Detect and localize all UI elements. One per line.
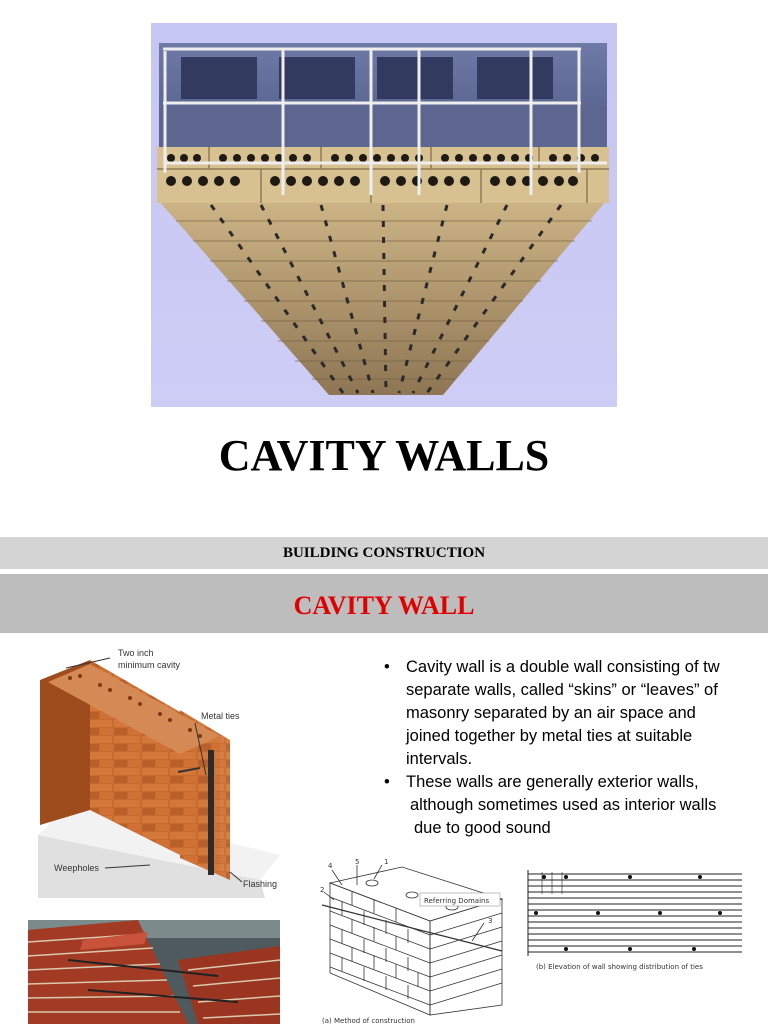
- bullet-list: [384, 656, 768, 840]
- cavity-wall-photo: [28, 920, 280, 1024]
- fig-label-4: 4: [328, 862, 333, 870]
- cavity-wall-render-image: [151, 23, 617, 407]
- bullet-1-line-1: Cavity wall is a double wall consisting of tw: [406, 658, 720, 676]
- bullet-1-line-5: intervals.: [406, 750, 473, 768]
- bullet-2-line-2: although sometimes used as interior walls: [410, 796, 717, 814]
- bullet-dot: •: [384, 658, 390, 676]
- callout-referring-domains: Referring Domains: [424, 897, 490, 905]
- bullet-item-1: [384, 656, 768, 771]
- fig-label-5: 5: [355, 858, 360, 866]
- label-cavity-line2: minimum cavity: [118, 660, 181, 670]
- label-weepholes: Weepholes: [54, 863, 99, 873]
- elevation-figure: [522, 866, 744, 974]
- course-subheader: BUILDING CONSTRUCTION: [0, 537, 768, 569]
- bullet-1-line-4: joined together by metal ties at suitable: [406, 727, 693, 745]
- bullet-1-line-2: separate walls, called “skins” or “leaves” of: [406, 681, 718, 699]
- section-title: CAVITY WALL: [0, 574, 768, 633]
- bullet-item-2: [384, 771, 768, 840]
- fig-label-2: 2: [320, 886, 325, 894]
- label-flashing: Flashing: [243, 879, 278, 889]
- bullet-1-line-3: masonry separated by an air space and: [406, 704, 696, 722]
- cavity-wall-diagram: [30, 640, 285, 900]
- slide-title: CAVITY WALLS: [218, 431, 550, 480]
- elevation-caption: (b) Elevation of wall showing distribution of ties: [536, 963, 703, 971]
- bullet-2-line-1: These walls are generally exterior walls,: [406, 773, 699, 791]
- fig-label-1: 1: [384, 858, 389, 866]
- construction-caption: (a) Method of construction: [322, 1017, 415, 1024]
- label-cavity-line1: Two inch: [118, 648, 154, 658]
- bullet-2-line-3: due to good sound: [414, 819, 551, 837]
- construction-method-figure: [312, 855, 512, 1024]
- fig-label-3: 3: [488, 917, 493, 925]
- bullet-dot: •: [384, 773, 390, 791]
- label-metal-ties: Metal ties: [201, 711, 240, 721]
